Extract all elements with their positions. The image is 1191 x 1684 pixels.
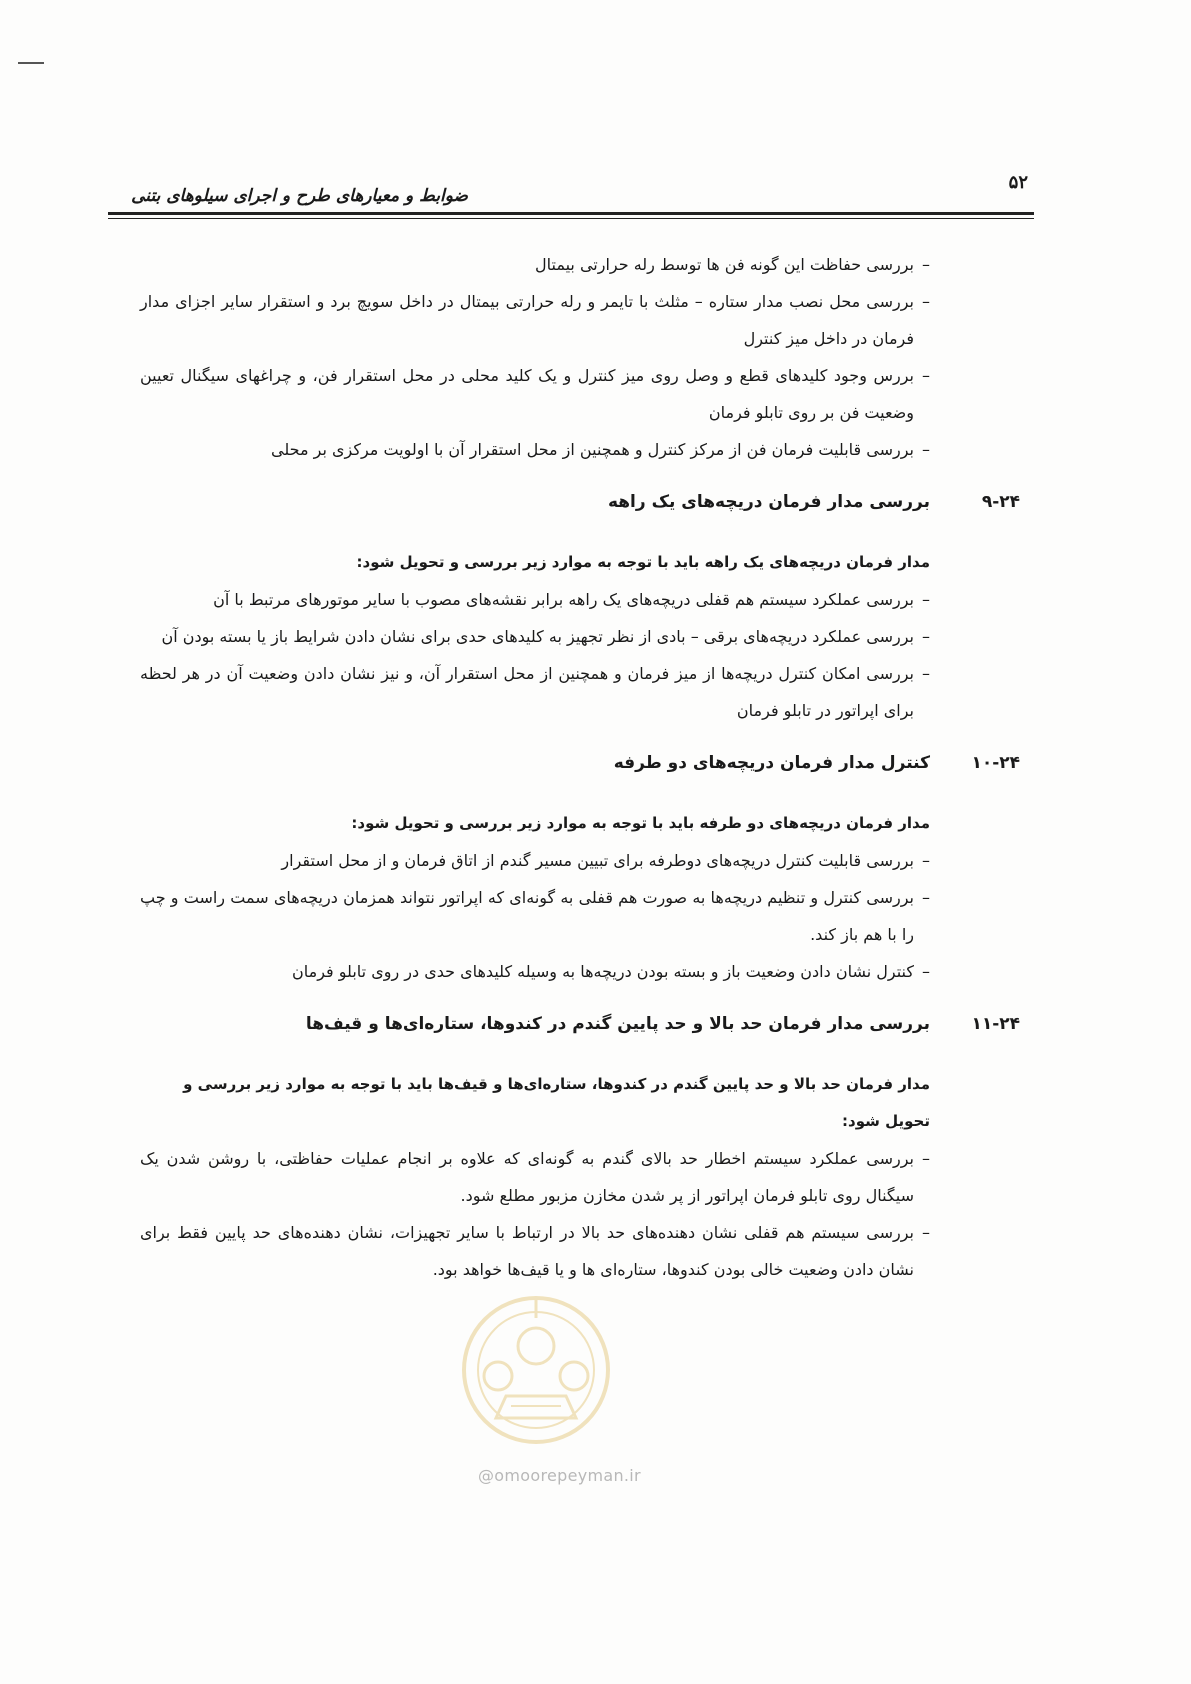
- header-rule-thin: [108, 218, 1034, 219]
- section-intro: مدار فرمان دریچه‌های دو طرفه باید با توجه به موارد زیر بررسی و تحویل شود:: [351, 814, 930, 832]
- watermark-seal: [436, 1278, 636, 1458]
- list-item: – بررسی امکان کنترل دریچه‌ها از میز فرمان و همچنین از محل استقرار آن، و نیز نشان دادن وضعیت آن در هر لحظه برای اپراتور در تابلو فرمان: [140, 655, 930, 729]
- section-heading: [140, 745, 1020, 785]
- list-item: – بررسی سیستم هم قفلی نشان دهنده‌های حد بالا در ارتباط با سایر تجهیزات، نشان دهنده‌های حد پایین فقط برای نشان دادن وضعیت خالی بودن کندوها، ستاره‌ای ها و یا قیف‌ها خواهد بود.: [140, 1214, 930, 1288]
- body-content: [140, 246, 1020, 1292]
- section-intro: مدار فرمان دریچه‌های یک راهه باید با توجه به موارد زیر بررسی و تحویل شود:: [356, 553, 930, 571]
- list-item: – بررسی کنترل و تنظیم دریچه‌ها به صورت هم قفلی به گونه‌ای که اپراتور نتواند همزمان دریچه‌های سمت راست و چپ را با هم باز کند.: [140, 879, 930, 953]
- section-heading: [140, 484, 1020, 524]
- section-heading: [140, 1006, 1020, 1046]
- list-item: – بررسی محل نصب مدار ستاره – مثلث با تایمر و رله حرارتی بیمتال در داخل سویچ برد و استقرار سایر اجزای مدار فرمان در داخل میز کنترل: [140, 283, 930, 357]
- list-item: – کنترل نشان دادن وضعیت باز و بسته بودن دریچه‌ها به وسیله کلیدهای حدی در روی تابلو فرمان: [140, 953, 930, 990]
- header-rule: [108, 212, 1034, 215]
- section-number: ۱۰-۲۴: [971, 753, 1020, 773]
- list-item: – بررسی عملکرد دریچه‌های برقی – بادی از نظر تجهیز به کلیدهای حدی برای نشان دادن شرایط باز یا بسته بودن آن: [140, 618, 930, 655]
- bullet-list: [140, 581, 930, 729]
- list-item: – بررسی حفاظت این گونه فن ها توسط رله حرارتی بیمتال: [140, 246, 930, 283]
- section-number: ۹-۲۴: [981, 492, 1020, 512]
- bullet-list: [140, 1140, 930, 1288]
- page-header: [108, 168, 1028, 208]
- list-item: – بررس وجود کلیدهای قطع و وصل روی میز کنترل و یک کلید محلی در محل استقرار فن، و چراغهای سیگنال تعیین وضعیت فن بر روی تابلو فرمان: [140, 357, 930, 431]
- list-item: – بررسی قابلیت فرمان فن از مرکز کنترل و همچنین از محل استقرار آن با اولویت مرکزی بر محلی: [140, 431, 930, 468]
- list-item: – بررسی عملکرد سیستم هم قفلی دریچه‌های یک راهه برابر نقشه‌های مصوب با سایر موتورهای مرتبط با آن: [140, 581, 930, 618]
- section-intro: مدار فرمان حد بالا و حد پایین گندم در کندوها، ستاره‌ای‌ها و قیف‌ها باید با توجه به موارد زیر بررسی و تحویل شود:: [183, 1075, 930, 1130]
- bullet-list: [140, 246, 930, 468]
- running-title: ضوابط و معیارهای طرح و اجرای سیلوهای بتنی: [131, 186, 468, 206]
- page-number: ۵۲: [1008, 172, 1028, 193]
- section-title: بررسی مدار فرمان دریچه‌های یک راهه: [607, 492, 930, 512]
- list-item: – بررسی قابلیت کنترل دریچه‌های دوطرفه برای تبیین مسیر گندم از اتاق فرمان و از محل استقرار: [140, 842, 930, 879]
- list-item: – بررسی عملکرد سیستم اخطار حد بالای گندم به گونه‌ای که علاوه بر انجام عملیات حفاظتی، با روشن شدن یک سیگنال روی تابلو فرمان اپراتور از پر شدن مخازن مزبور مطلع شود.: [140, 1140, 930, 1214]
- scan-mark: [18, 62, 44, 64]
- section-title: کنترل مدار فرمان دریچه‌های دو طرفه: [613, 753, 930, 773]
- section-number: ۱۱-۲۴: [971, 1014, 1020, 1034]
- section-title: بررسی مدار فرمان حد بالا و حد پایین گندم در کندوها، ستاره‌ای‌ها و قیف‌ها: [305, 1014, 930, 1034]
- bullet-list: [140, 842, 930, 990]
- watermark-site: @omoorepeyman.ir: [478, 1466, 641, 1485]
